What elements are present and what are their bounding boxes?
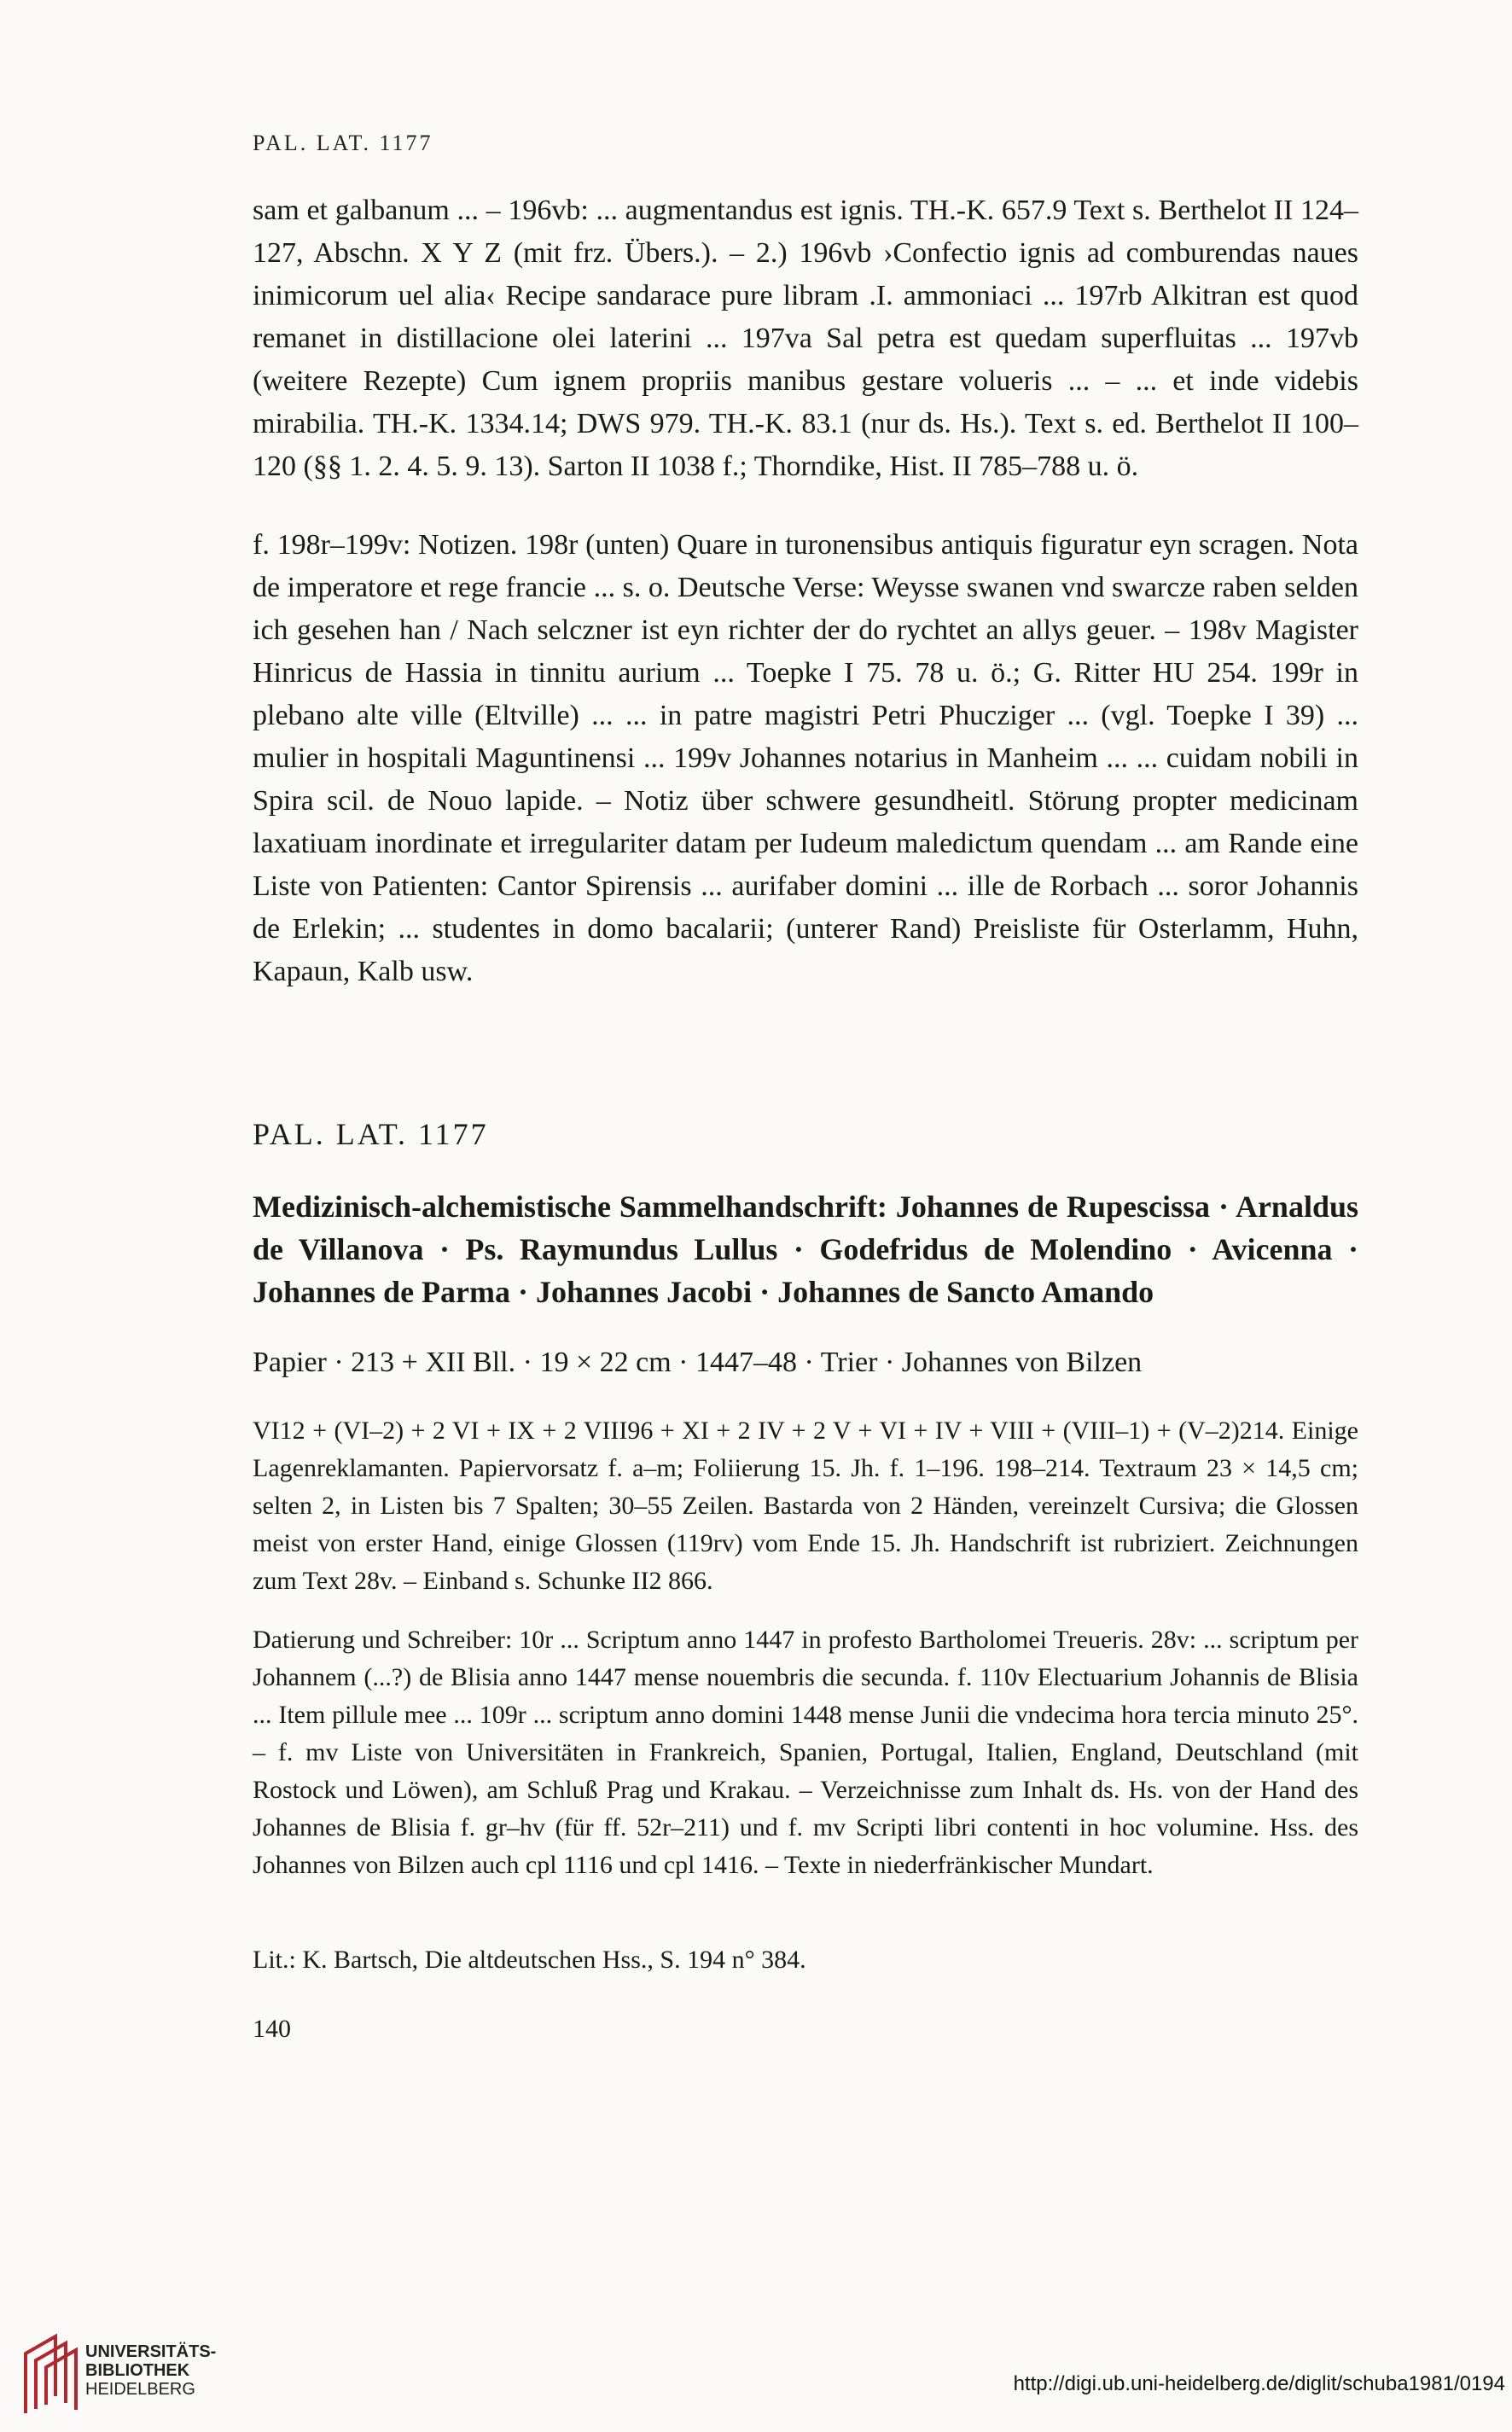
running-head: PAL. LAT. 1177 [253, 131, 433, 155]
library-name-line3: HEIDELBERG [85, 2380, 195, 2399]
library-name-line1: UNIVERSITÄTS- [85, 2342, 217, 2361]
library-name-line2: BIBLIOTHEK [85, 2361, 190, 2380]
paragraph-dating: Datierung und Schreiber: 10r ... Scriptum anno 1447 in profesto Bartholomei Treueris. 28v: ... scriptum per Johannem (...?) de Blisia anno 1447 mense nouembris die secunda. f. 110v Electuarium Johannis de Blisia ... Item pillule mee ... 109r ... scriptum anno domini 1448 mense Junii die vndecima hora tercia minuto 25°. – f. mv Liste von Universitäten in Frankreich, Spanien, Portugal, Italien, England, Deutschland (mit Rostock und Löwen), am Schluß Prag und Krakau. – Verzeichnisse zum Inhalt ds. Hs. von der Hand des Johannes de Blisia f. gr–hv (für ff. 52r–211) und f. mv Scripti libri contenti in hoc volumine. Hss. des Johannes von Bilzen auch cpl 1116 und cpl 1416. – Texte in niederfränkischer Mundart. [253, 1626, 1358, 1879]
paragraph-notes: f. 198r–199v: Notizen. 198r (unten) Quare in turonensibus antiquis figuratur eyn scragen. Nota de imperatore et rege francie ... s. o. Deutsche Verse: Weysse swanen vnd swarcze raben selden ich gesehen han / Nach selczner ist eyn richter der do rychtet an allys geuer. – 198v Magister Hinricus de Hassia in tinnitu aurium ... Toepke I 75. 78 u. ö.; G. Ritter HU 254. 199r in plebano alte ville (Eltville) ... ... in patre magistri Petri Phucziger ... (vgl. Toepke I 39) ... mulier in hospitali Maguntinensi ... 199v Johannes notarius in Manheim ... ... cuidam nobili in Spira scil. de Nouo lapide. – Notiz über schwere gesundheitl. Störung propter medicinam laxatiuam inordinate et irregulariter datam per Iudeum maledictum quendam ... am Rande eine Liste von Patienten: Cantor Spirensis ... aurifaber domini ... ille de Rorbach ... soror Johannis de Erlekin; ... studentes in domo bacalarii; (unterer Rand) Preisliste für Osterlamm, Huhn, Kapaun, Kalb usw. [253, 529, 1358, 987]
section-heading: PAL. LAT. 1177 [253, 1117, 489, 1151]
library-name [85, 2342, 216, 2399]
paragraph-recipes: sam et galbanum ... – 196vb: ... augmentandus est ignis. TH.-K. 657.9 Text s. Berthelot II 124–127, Abschn. X Y Z (mit frz. Übers.). – 2.) 196vb ›Confectio ignis ad comburendas naues inimicorum uel alia‹ Recipe sandarace pure libram .I. ammoniaci ... 197rb Alkitran est quod remanet in distillacione olei laterini ... 197va Sal petra est quedam superfluitas ... 197vb (weitere Rezepte) Cum ignem propriis manibus gestare volueris ... – ... et inde videbis mirabilia. TH.-K. 1334.14; DWS 979. TH.-K. 83.1 (nur ds. Hs.). Text s. ed. Berthelot II 100–120 (§§ 1. 2. 4. 5. 9. 13). Sarton II 1038 f.; Thorndike, Hist. II 785–788 u. ö. [253, 195, 1358, 482]
library-logo-icon [17, 2328, 85, 2422]
paragraph-collation: VI12 + (VI–2) + 2 VI + IX + 2 VIII96 + XI + 2 IV + 2 V + VI + IV + VIII + (VIII–1) + (V–2)214. Einige Lagenreklamanten. Papiervorsatz f. a–m; Foliierung 15. Jh. f. 1–196. 198–214. Textraum 23 × 14,5 cm; selten 2, in Listen bis 7 Spalten; 30–55 Zeilen. Bastarda von 2 Händen, vereinzelt Cursiva; die Glossen meist von erster Hand, einige Glossen (119rv) vom Ende 15. Jh. Handschrift ist rubriziert. Zeichnungen zum Text 28v. – Einband s. Schunke II2 866. [253, 1417, 1358, 1595]
source-url-link[interactable]: http://digi.ub.uni-heidelberg.de/diglit/schuba1981/0194 [1013, 2372, 1505, 2395]
manuscript-title: Medizinisch-alchemistische Sammelhandschrift: Johannes de Rupescissa · Arnaldus de Villanova · Ps. Raymundus Lullus · Godefridus de Molendino · Avicenna · Johannes de Parma · Johannes Jacobi · Johannes de Sancto Amando [253, 1190, 1358, 1309]
page-number: 140 [253, 2015, 291, 2043]
manuscript-metadata: Papier · 213 + XII Bll. · 19 × 22 cm · 1447–48 · Trier · Johannes von Bilzen [253, 1347, 1143, 1378]
paragraph-literature: Lit.: K. Bartsch, Die altdeutschen Hss., S. 194 n° 384. [253, 1946, 806, 1974]
